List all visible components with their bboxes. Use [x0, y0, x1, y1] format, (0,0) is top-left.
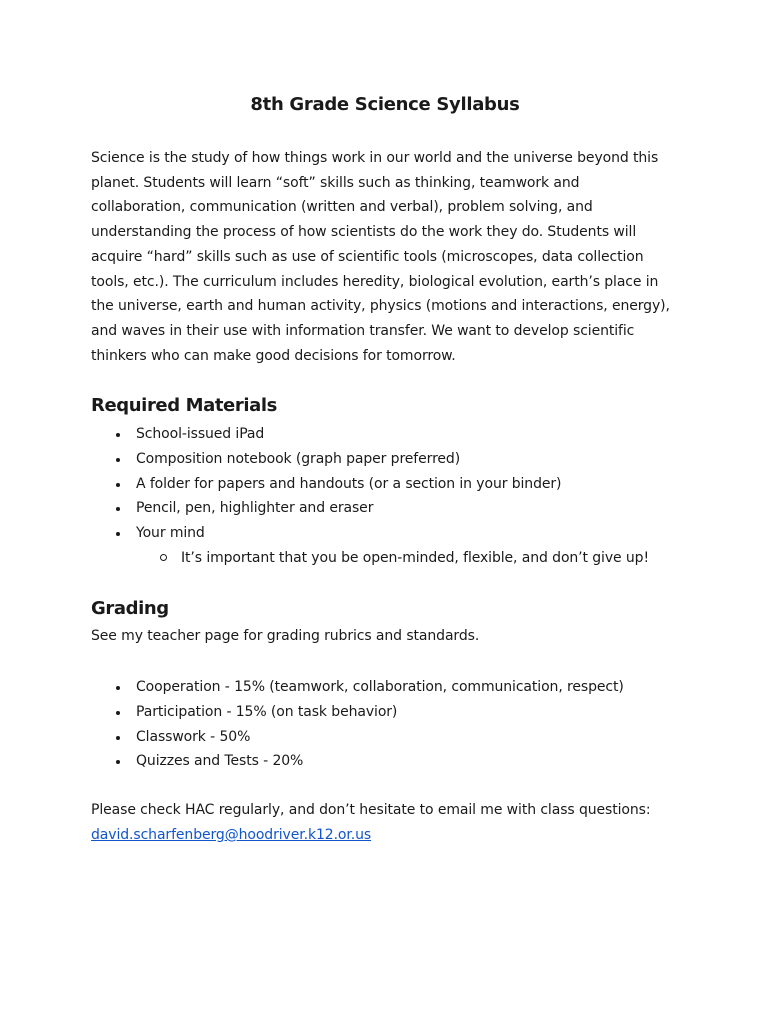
list-item: [91, 700, 624, 725]
list-item: [91, 725, 624, 750]
intro-line: thinkers who can make good decisions for tomorrow.: [91, 347, 456, 364]
list-item: [91, 422, 649, 447]
materials-heading: Required Materials: [91, 395, 277, 416]
list-item-label: Your mind: [136, 525, 205, 542]
bullet-icon: [116, 686, 120, 690]
intro-line: tools, etc.). The curriculum includes heredity, biological evolution, earth’s place in: [91, 273, 659, 290]
intro-line: acquire “hard” skills such as use of scientific tools (microscopes, data collection: [91, 248, 644, 265]
grading-note: See my teacher page for grading rubrics and standards.: [91, 628, 480, 644]
list-item: [91, 496, 649, 521]
list-item-label: Cooperation - 15% (teamwork, collaboration, communication, respect): [136, 679, 624, 695]
list-item: [91, 749, 624, 774]
document-title: 8th Grade Science Syllabus: [250, 94, 520, 115]
bullet-icon: [116, 532, 120, 536]
bullet-icon: [116, 433, 120, 437]
bullet-icon: [116, 760, 120, 764]
closing-text: Please check HAC regularly, and don’t hesitate to email me with class questions:: [91, 802, 651, 818]
bullet-icon: [116, 458, 120, 462]
list-item-label: Participation - 15% (on task behavior): [136, 703, 398, 720]
list-item: [91, 447, 649, 472]
list-item-label: A folder for papers and handouts (or a section in your binder): [136, 475, 562, 492]
email-link[interactable]: david.scharfenberg@hoodriver.k12.or.us: [91, 827, 372, 843]
list-item: [91, 521, 649, 546]
list-item: [91, 675, 624, 700]
intro-line: planet. Students will learn “soft” skills such as thinking, teamwork and: [91, 174, 580, 191]
bullet-icon: [116, 507, 120, 511]
materials-list: [91, 422, 649, 571]
list-item-label: Quizzes and Tests - 20%: [136, 753, 304, 770]
grading-list: [91, 675, 624, 774]
intro-line: and waves in their use with information transfer. We want to develop scientific: [91, 322, 635, 339]
intro-line: collaboration, communication (written and verbal), problem solving, and: [91, 199, 593, 216]
bullet-icon: [116, 711, 120, 715]
list-item-label: Classwork - 50%: [136, 728, 251, 745]
intro-line: Science is the study of how things work in our world and the universe beyond this: [91, 150, 659, 166]
bullet-icon: [116, 736, 120, 740]
hollow-bullet-icon: [160, 554, 167, 561]
sub-list-item: [91, 546, 649, 571]
bullet-icon: [116, 483, 120, 487]
list-item-label: Composition notebook (graph paper preferred): [136, 450, 461, 467]
sub-list-item-label: It’s important that you be open-minded, flexible, and don’t give up!: [181, 549, 649, 566]
list-item: [91, 472, 649, 497]
list-item-label: School-issued iPad: [136, 426, 265, 442]
intro-line: understanding the process of how scientists do the work they do. Students will: [91, 224, 637, 241]
intro-paragraph: [91, 146, 691, 368]
list-item-label: Pencil, pen, highlighter and eraser: [136, 500, 374, 517]
intro-line: the universe, earth and human activity, physics (motions and interactions, energy),: [91, 298, 670, 315]
grading-heading: Grading: [91, 598, 169, 619]
